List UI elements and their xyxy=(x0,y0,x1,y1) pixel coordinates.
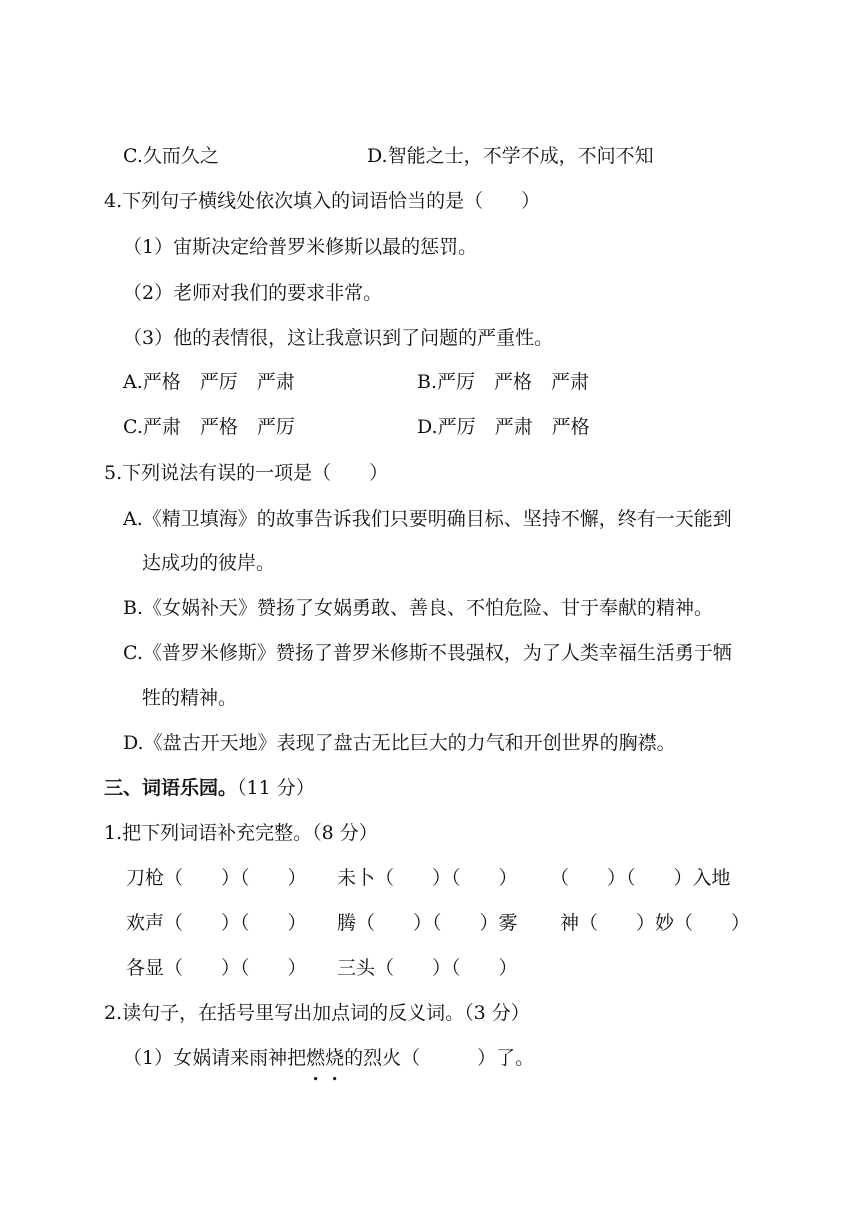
part-2-stem: 2.读句子，在括号里写出加点词的反义词。（3 分） xyxy=(104,1002,530,1024)
q4-sentence-2: （2）老师对我们的要求非常。 xyxy=(123,282,383,304)
q4-option-a: A.严格 严厉 严肃 xyxy=(123,371,295,393)
word-item: 神（ ）妙（ ） xyxy=(560,912,751,934)
word-item: 欢声（ ）（ ） xyxy=(126,912,307,934)
part-1-stem: 1.把下列词语补充完整。（8 分） xyxy=(104,822,378,844)
option-d: D.智能之士，不学不成，不问不知 xyxy=(367,145,654,167)
q5-option-b: B.《女娲补天》赞扬了女娲勇敢、善良、不怕危险、甘于奉献的精神。 xyxy=(123,597,714,619)
section-3-title xyxy=(104,776,315,800)
option-c: C.久而久之 xyxy=(123,145,219,167)
q5-option-d: D.《盘古开天地》表现了盘古无比巨大的力气和开创世界的胸襟。 xyxy=(123,732,676,754)
q5-option-a-line2: 达成功的彼岸。 xyxy=(142,552,276,574)
q4-option-b: B.严厉 严格 严肃 xyxy=(417,371,590,393)
question-4-stem: 4.下列句子横线处依次填入的词语恰当的是（ ） xyxy=(104,190,541,212)
q4-sentence-3: （3）他的表情很，这让我意识到了问题的严重性。 xyxy=(123,327,554,349)
word-item: 刀枪（ ）（ ） xyxy=(126,867,307,889)
word-item: 腾（ ）（ ）雾 xyxy=(337,912,518,934)
q5-option-c-line2: 牲的精神。 xyxy=(142,687,238,709)
p2-sentence-1 xyxy=(123,1046,534,1070)
section-3-heading: 三、词语乐园。 xyxy=(104,777,238,799)
p2-text-after: 的烈火（ ）了。 xyxy=(344,1047,535,1069)
q4-sentence-1: （1）宙斯决定给普罗米修斯以最的惩罚。 xyxy=(123,236,478,258)
word-item: 各显（ ）（ ） xyxy=(126,957,307,979)
question-5-stem: 5.下列说法有误的一项是（ ） xyxy=(104,462,389,484)
q5-option-c-line1: C.《普罗米修斯》赞扬了普罗米修斯不畏强权，为了人类幸福生活勇于牺 xyxy=(123,642,732,664)
word-item: 三头（ ）（ ） xyxy=(337,957,518,979)
q5-option-a-line1: A.《精卫填海》的故事告诉我们只要明确目标、坚持不懈，终有一天能到 xyxy=(123,508,732,530)
q4-option-c: C.严肃 严格 严厉 xyxy=(123,416,295,438)
emphasis-char: 燃 xyxy=(306,1047,326,1069)
section-3-score: （11 分） xyxy=(237,777,315,799)
p2-text-before: （1）女娲请来雨神把 xyxy=(123,1047,307,1069)
word-item: 未卜（ ）（ ） xyxy=(337,867,518,889)
word-item: （ ）（ ）入地 xyxy=(550,867,731,889)
emphasis-char: 烧 xyxy=(325,1047,345,1069)
q4-option-d: D.严厉 严肃 严格 xyxy=(417,416,590,438)
